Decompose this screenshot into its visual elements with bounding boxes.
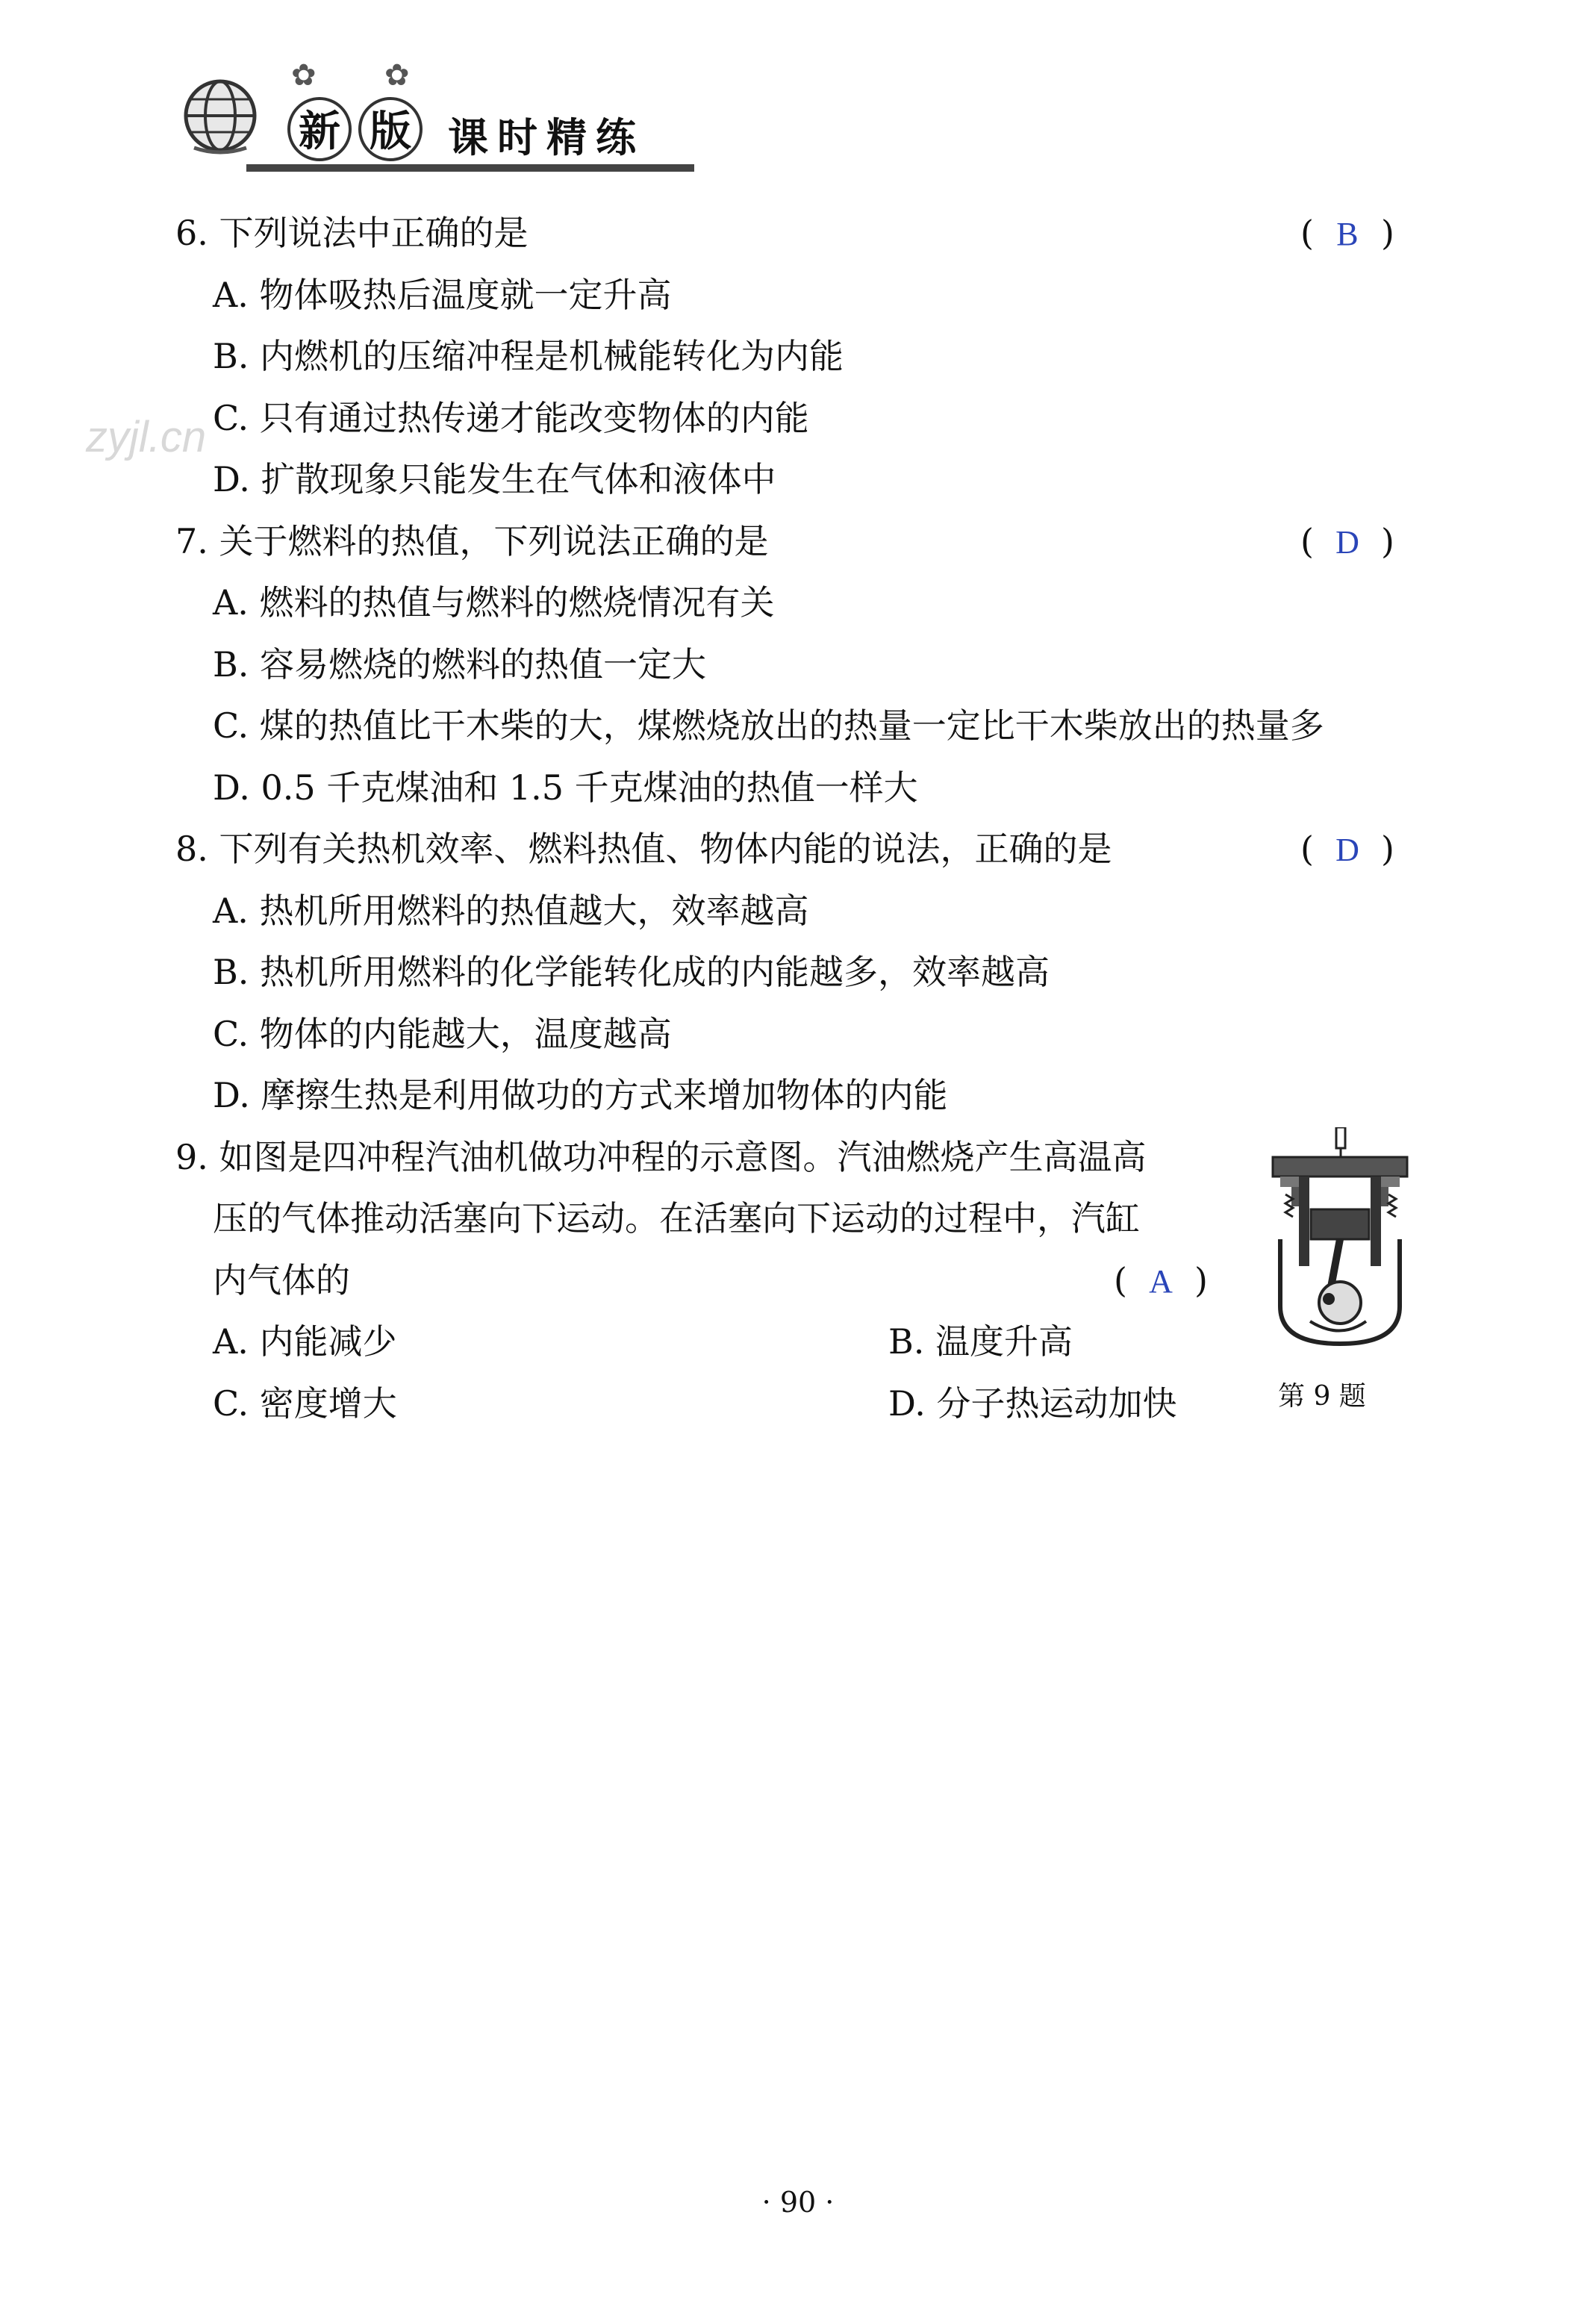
series-title: 课时精练 bbox=[448, 113, 645, 161]
question-7-stem: 7. 关于燃料的热值，下列说法正确的是 bbox=[175, 521, 769, 561]
question-8-option-d: D. 摩擦生热是利用做功的方式来增加物体的内能 bbox=[213, 1075, 948, 1115]
question-8-answer-box: ( D ) bbox=[1300, 826, 1394, 873]
question-8-answer: D bbox=[1335, 832, 1359, 868]
header-rule bbox=[246, 164, 694, 172]
engine-power-stroke-figure bbox=[1269, 1127, 1411, 1351]
globe-icon bbox=[179, 75, 261, 157]
question-8-option-c: C. 物体的内能越大，温度越高 bbox=[213, 1014, 672, 1054]
question-7-option-d: D. 0.5 千克煤油和 1.5 千克煤油的热值一样大 bbox=[213, 767, 918, 808]
page-number: · 90 · bbox=[761, 2186, 835, 2219]
badge-ban: 版 bbox=[358, 97, 423, 161]
question-6-answer: B bbox=[1336, 216, 1359, 252]
question-8-stem: 8. 下列有关热机效率、燃料热值、物体内能的说法，正确的是 bbox=[175, 829, 1112, 869]
question-6-option-c: C. 只有通过热传递才能改变物体的内能 bbox=[213, 398, 809, 438]
badge-xin: 新 bbox=[287, 97, 352, 161]
question-7-option-c: C. 煤的热值比干木柴的大，煤燃烧放出的热量一定比干木柴放出的热量多 bbox=[213, 705, 1324, 746]
flower-ornament-icon: ✿ bbox=[291, 58, 317, 93]
question-7-option-a: A. 燃料的热值与燃料的燃烧情况有关 bbox=[213, 582, 775, 623]
question-9-stem-line-3: 内气体的 bbox=[213, 1260, 350, 1300]
question-9-option-b: B. 温度升高 bbox=[888, 1321, 1073, 1362]
question-9-option-a: A. 内能减少 bbox=[213, 1321, 397, 1362]
question-9-option-c: C. 密度增大 bbox=[213, 1383, 397, 1424]
question-6-option-b: B. 内燃机的压缩冲程是机械能转化为内能 bbox=[213, 336, 844, 376]
question-9-stem-line-1: 9. 如图是四冲程汽油机做功冲程的示意图。汽油燃烧产生高温高 bbox=[175, 1137, 1147, 1177]
question-7-answer-box: ( D ) bbox=[1300, 519, 1394, 565]
figure-caption: 第 9 题 bbox=[1278, 1381, 1366, 1412]
question-8-option-a: A. 热机所用燃料的热值越大，效率越高 bbox=[213, 891, 809, 931]
question-9-answer-box: ( A ) bbox=[1114, 1258, 1208, 1304]
question-7-answer: D bbox=[1335, 524, 1359, 561]
book-header bbox=[179, 52, 694, 172]
question-6-option-d: D. 扩散现象只能发生在气体和液体中 bbox=[213, 459, 776, 499]
flower-ornament-icon: ✿ bbox=[384, 58, 410, 93]
question-6-stem: 6. 下列说法中正确的是 bbox=[175, 213, 529, 253]
question-6-answer-box: ( B ) bbox=[1300, 211, 1394, 257]
question-9-answer: A bbox=[1149, 1263, 1173, 1300]
question-8-option-b: B. 热机所用燃料的化学能转化成的内能越多，效率越高 bbox=[213, 952, 1050, 992]
watermark: zyjl.cn bbox=[86, 413, 207, 461]
question-9-stem-line-2: 压的气体推动活塞向下运动。在活塞向下运动的过程中，汽缸 bbox=[213, 1198, 1140, 1238]
question-9-option-d: D. 分子热运动加快 bbox=[888, 1383, 1177, 1424]
question-7-option-b: B. 容易燃烧的燃料的热值一定大 bbox=[213, 644, 707, 685]
question-6-option-a: A. 物体吸热后温度就一定升高 bbox=[213, 275, 672, 315]
